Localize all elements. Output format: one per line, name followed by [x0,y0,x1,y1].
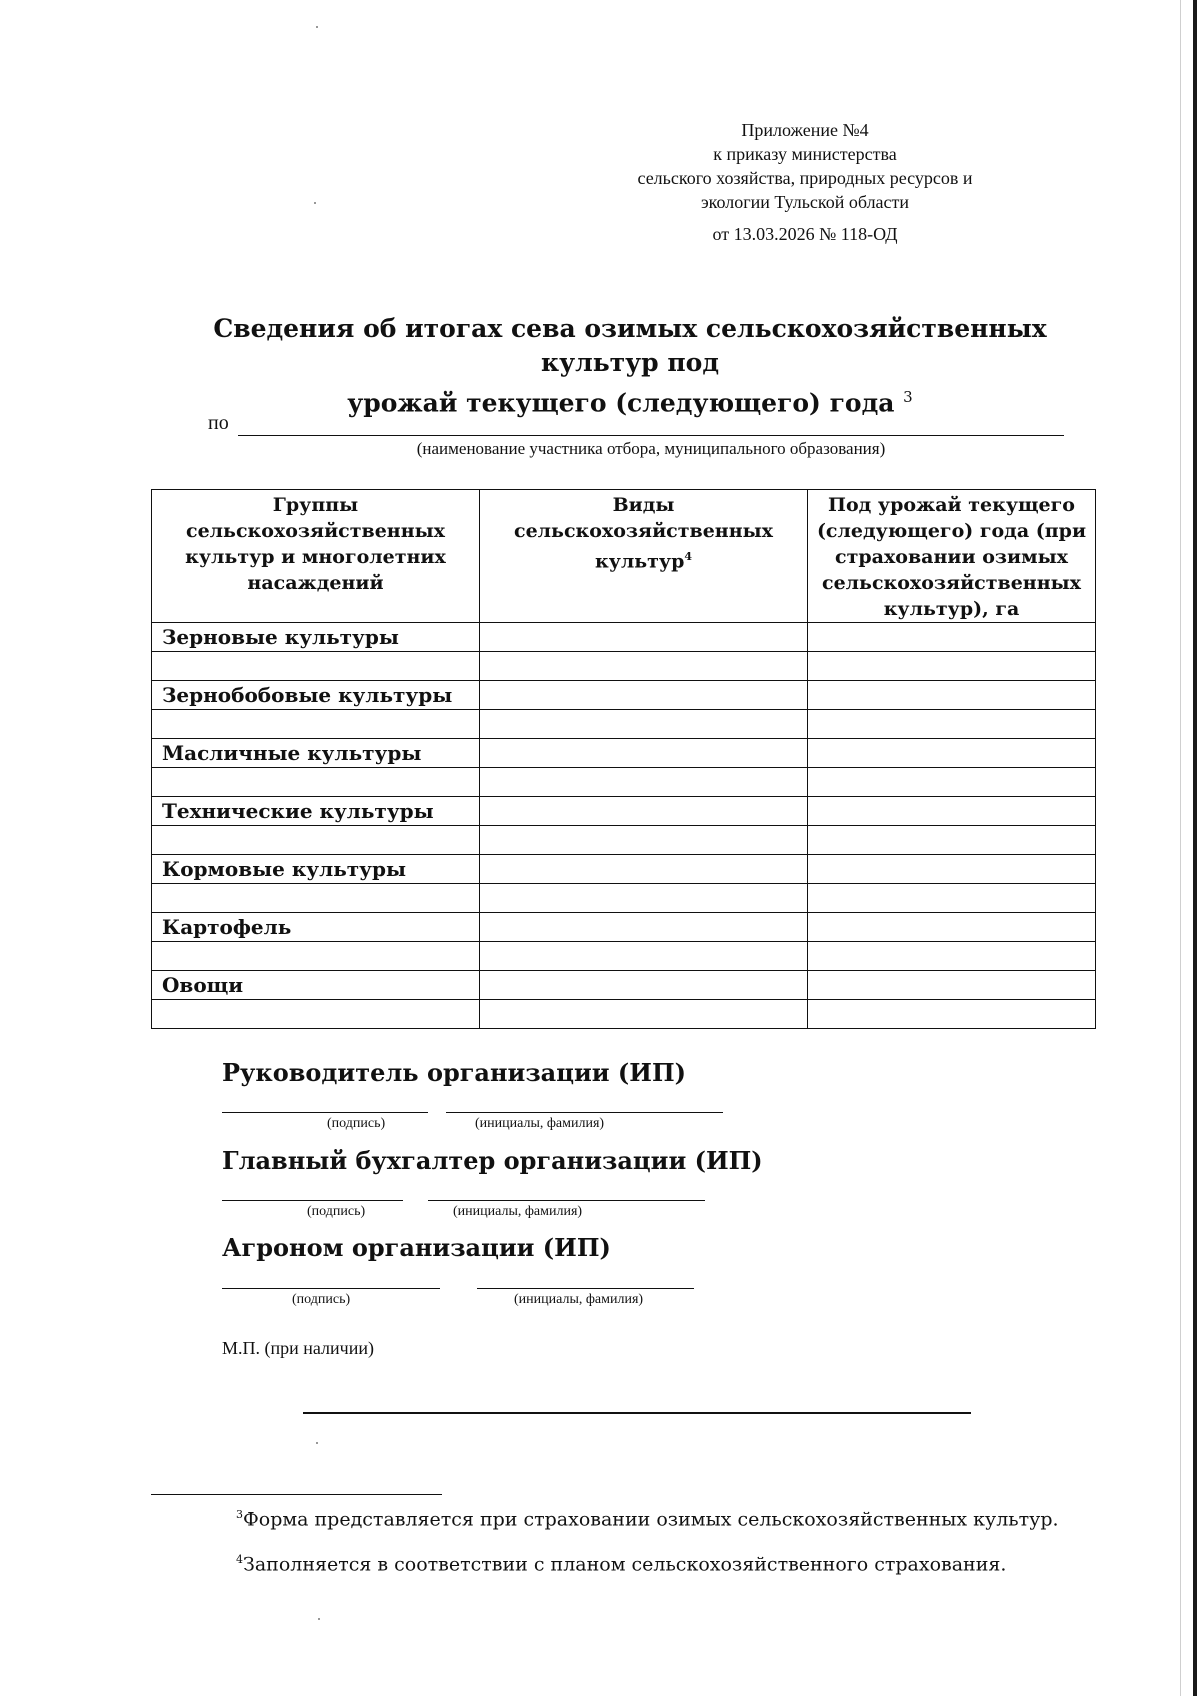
appendix-line: сельского хозяйства, природных ресурсов и [637,168,973,188]
table-cell[interactable] [480,623,808,652]
signature-caption: (подпись) [327,1116,386,1131]
appendix-line: экологии Тульской области [700,192,910,212]
scan-speck [318,1618,320,1620]
group-name: Технические культуры [152,797,480,826]
table-cell[interactable] [808,942,1096,971]
table-cell[interactable] [808,913,1096,942]
end-separator [303,1412,971,1414]
table-cell[interactable] [152,884,480,913]
table-cell[interactable] [480,971,808,1000]
crops-table [151,489,1096,1029]
footnote-4: $^4$Заполняется в соответствии с планом сельскохозяйственного страхования. [236,1553,1007,1576]
table-cell[interactable] [480,739,808,768]
table-cell[interactable] [480,913,808,942]
appendix-line: Приложение №4 [741,120,869,140]
table-row [152,971,1096,1000]
signatory-role: Агроном организации (ИП) [222,1233,611,1262]
table-row [152,768,1096,797]
table-cell[interactable] [480,768,808,797]
table-cell[interactable] [808,855,1096,884]
signatory-role: Руководитель организации (ИП) [222,1058,686,1087]
name-line[interactable] [446,1112,723,1113]
appendix-header [600,118,1010,246]
table-row [152,710,1096,739]
scan-edge-shadow [1180,0,1181,1696]
signatory-role: Главный бухгалтер организации (ИП) [222,1146,763,1175]
table-cell[interactable] [808,768,1096,797]
recipient-prefix: по [208,412,229,434]
table-cell[interactable] [480,710,808,739]
footnote-separator [151,1494,442,1495]
header-crop-types: Виды сельскохозяйственных культур$^4$ [480,490,808,623]
stamp-note: М.П. (при наличии) [222,1338,374,1358]
table-cell[interactable] [152,768,480,797]
table-cell[interactable] [808,739,1096,768]
table-cell[interactable] [808,681,1096,710]
document-title [175,312,1085,420]
table-row [152,855,1096,884]
table-cell[interactable] [480,681,808,710]
table-cell[interactable] [808,971,1096,1000]
table-cell[interactable] [152,652,480,681]
scan-speck [316,26,318,28]
group-name: Зерновые культуры [152,623,480,652]
table-cell[interactable] [152,1000,480,1029]
group-name: Зернобобовые культуры [152,681,480,710]
scan-edge [1193,0,1197,1696]
recipient-fill-line [238,435,1064,436]
title-footnote-ref: 3 [903,388,913,406]
table-cell[interactable] [480,884,808,913]
table-cell[interactable] [808,1000,1096,1029]
table-row [152,797,1096,826]
name-line[interactable] [477,1288,694,1289]
table-row [152,942,1096,971]
table-row [152,1000,1096,1029]
group-name: Кормовые культуры [152,855,480,884]
table-cell[interactable] [480,797,808,826]
table-cell[interactable] [480,855,808,884]
table-row [152,884,1096,913]
table-cell[interactable] [808,652,1096,681]
table-cell[interactable] [480,652,808,681]
scan-speck [316,1442,318,1444]
signature-line[interactable] [222,1112,428,1113]
group-name: Картофель [152,913,480,942]
table-cell[interactable] [808,623,1096,652]
table-cell[interactable] [808,710,1096,739]
group-name: Овощи [152,971,480,1000]
table-row [152,913,1096,942]
table-row [152,681,1096,710]
header-groups: Группы сельскохозяйственных культур и многолетних насаждений [152,490,480,623]
order-date-number: от 13.03.2026 № 118-ОД [712,224,898,244]
table-cell[interactable] [152,710,480,739]
table-row [152,739,1096,768]
signature-caption: (подпись) [307,1204,366,1219]
table-cell[interactable] [480,1000,808,1029]
table-cell[interactable] [808,826,1096,855]
table-row [152,652,1096,681]
table-cell[interactable] [480,826,808,855]
recipient-caption: (наименование участника отбора, муниципального образования) [416,439,886,458]
name-caption: (инициалы, фамилия) [453,1204,583,1219]
appendix-line: к приказу министерства [713,144,897,164]
table-cell[interactable] [152,942,480,971]
signature-caption: (подпись) [292,1292,351,1307]
header-footnote-ref: 4 [684,550,693,563]
title-line: Сведения об итогах сева озимых сельскохозяйственных культур под [213,314,1047,377]
table-cell[interactable] [808,884,1096,913]
name-line[interactable] [428,1200,705,1201]
group-name: Масличные культуры [152,739,480,768]
name-caption: (инициалы, фамилия) [475,1116,605,1131]
signature-line[interactable] [222,1200,403,1201]
title-line-2: урожай текущего (следующего) года $^3$ [347,388,913,418]
table-cell[interactable] [152,826,480,855]
table-row [152,623,1096,652]
name-caption: (инициалы, фамилия) [514,1292,644,1307]
header-area: Под урожай текущего (следующего) года (при страховании озимых сельскохозяйственных культур), га [808,490,1096,623]
table-header-row [152,490,1096,623]
table-row [152,826,1096,855]
table-cell[interactable] [808,797,1096,826]
signature-line[interactable] [222,1288,440,1289]
table-cell[interactable] [480,942,808,971]
scan-speck [314,202,316,204]
footnote-3: $^3$Форма представляется при страховании озимых сельскохозяйственных культур. [236,1508,1059,1531]
